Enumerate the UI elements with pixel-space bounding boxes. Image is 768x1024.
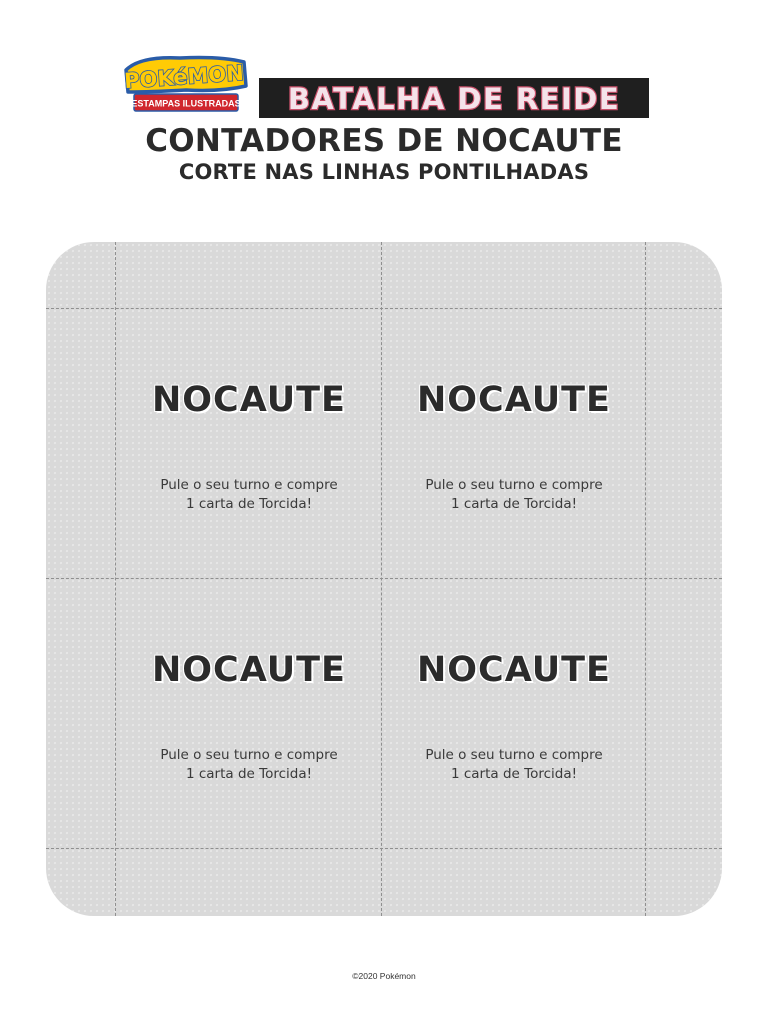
card-line-1: Pule o seu turno e compre: [425, 747, 603, 763]
page-title: CONTADORES DE NOCAUTE: [145, 123, 623, 159]
logo-wordmark: POKéMON: [123, 60, 245, 94]
logo-subline: ESTAMPAS ILUSTRADAS: [131, 98, 241, 109]
card-line-2: 1 carta de Torcida!: [185, 766, 313, 782]
card-title: NOCAUTE: [152, 380, 346, 420]
header: [0, 0, 768, 130]
cut-line-vertical: [115, 242, 116, 916]
counter-sheet: [46, 242, 722, 916]
card-description: [382, 746, 646, 784]
card-line-1: Pule o seu turno e compre: [160, 747, 338, 763]
card-line-1: Pule o seu turno e compre: [425, 477, 603, 493]
cut-line-horizontal: [46, 848, 722, 849]
card-line-2: 1 carta de Torcida!: [185, 496, 313, 512]
copyright-notice: ©2020 Pokémon: [352, 971, 416, 981]
card-title: NOCAUTE: [417, 650, 611, 690]
ko-counter-card: [382, 242, 646, 782]
cut-line-horizontal: [46, 578, 722, 579]
card-title: NOCAUTE: [152, 650, 346, 690]
banner-text: BATALHA DE REIDE: [287, 82, 621, 116]
pokemon-logo: [120, 52, 250, 116]
card-line-2: 1 carta de Torcida!: [450, 766, 578, 782]
card-title: NOCAUTE: [417, 380, 611, 420]
card-line-2: 1 carta de Torcida!: [450, 496, 578, 512]
card-description: [117, 746, 381, 784]
ko-counter-card: [117, 242, 381, 782]
raid-battle-banner: [258, 76, 650, 120]
card-line-1: Pule o seu turno e compre: [160, 477, 338, 493]
page-subtitle: CORTE NAS LINHAS PONTILHADAS: [178, 160, 590, 184]
